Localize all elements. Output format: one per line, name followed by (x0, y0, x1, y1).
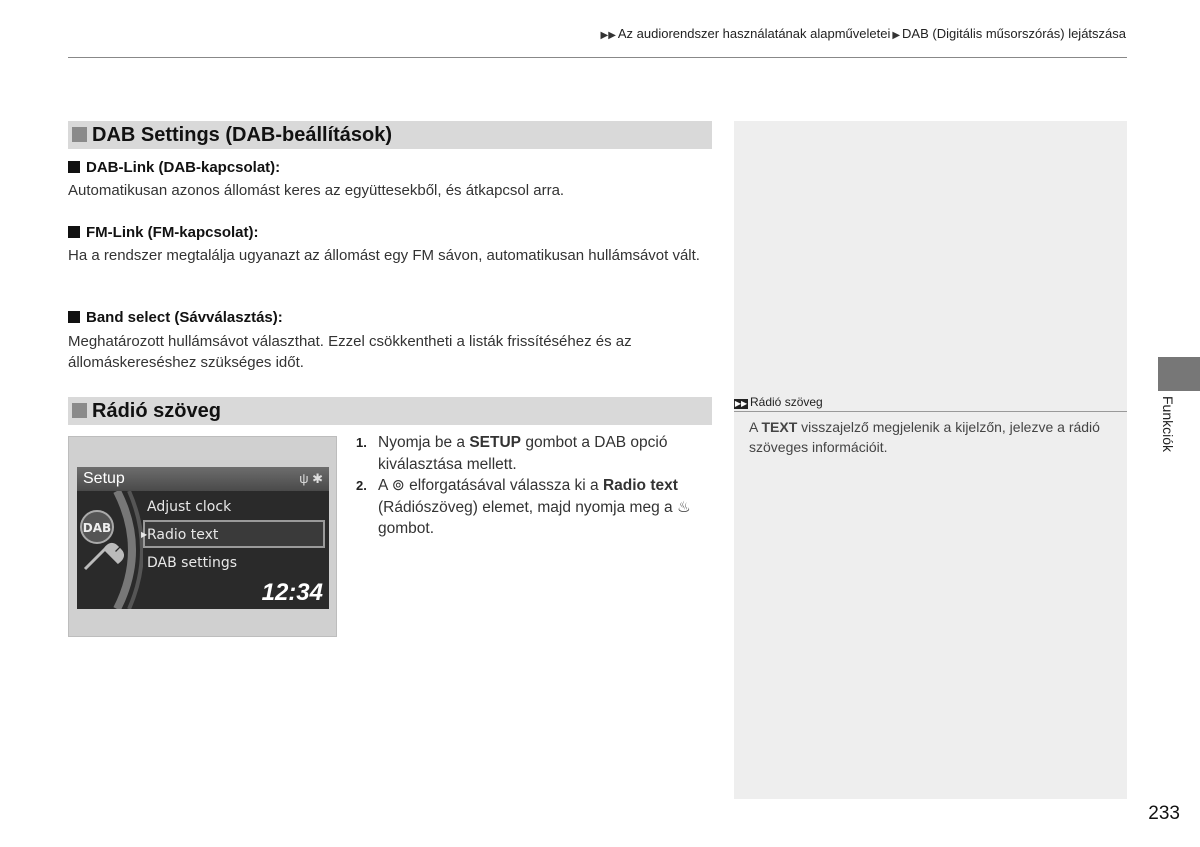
square-icon (72, 127, 87, 142)
subheading-text: DAB-Link (DAB-kapcsolat): (86, 159, 281, 176)
note-heading-text: Rádió szöveg (750, 395, 823, 409)
subheading-text: Band select (Sávválasztás): (86, 309, 283, 326)
subheading-fm-link (68, 224, 259, 241)
double-triangle-icon: ▶▶ (600, 30, 616, 41)
paragraph-band-select: Meghatározott hullámsávot választhat. Ezzel csökkentheti a listák frissítéséhez és az állomáskereséshez szükséges időt. (68, 333, 632, 371)
step-text: gombot. (378, 520, 435, 537)
page-number: 233 (1148, 803, 1180, 824)
black-square-icon (68, 161, 80, 173)
menu-item-label: Radio text (147, 527, 219, 543)
triangle-icon: ▶ (892, 30, 901, 41)
section-heading-radio-text (68, 397, 712, 425)
step-text: Nyomja be a (378, 434, 470, 451)
section-title: DAB Settings (DAB-beállítások) (92, 124, 393, 146)
menu-item-dab-settings: DAB settings (147, 555, 237, 571)
menu-item-radio-text (141, 527, 219, 543)
usb-bluetooth-icon: ψ ✱ (299, 471, 323, 486)
screen-title-text: Setup (83, 470, 125, 487)
section-heading-dab-settings (68, 121, 712, 149)
step-2 (356, 475, 716, 540)
step-1 (356, 432, 716, 475)
clock-display: 12:34 (261, 579, 323, 606)
note-text: A (749, 419, 762, 435)
display-screen (77, 467, 329, 609)
dab-wrench-logo-icon (77, 491, 143, 609)
chapter-tab-text: Funkciók (1160, 396, 1176, 453)
push-knob-icon: ♨ (676, 498, 691, 516)
screen-title (77, 467, 329, 491)
note-bold: TEXT (761, 419, 798, 435)
header-rule (68, 57, 1127, 58)
note-heading (734, 395, 1127, 412)
note-arrows-icon: ▶▶ (734, 399, 748, 408)
step-bold: SETUP (469, 434, 522, 451)
step-number: 2. (356, 478, 367, 493)
step-text: (Rádiószöveg) elemet, majd nyomja meg a (378, 498, 677, 516)
subheading-dab-link (68, 159, 280, 176)
chapter-tab (1158, 357, 1200, 391)
breadcrumb-part1: Az audiorendszer használatának alapműveletei (617, 26, 891, 41)
section-title: Rádió szöveg (92, 400, 221, 422)
chapter-tab-label (1160, 396, 1182, 460)
selected-arrow-icon: ▶ (141, 530, 148, 539)
note-body (749, 417, 1119, 457)
black-square-icon (68, 226, 80, 238)
step-text: gombot a DAB opció kiválasztása mellett. (378, 434, 668, 473)
paragraph-fm-link: Ha a rendszer megtalálja ugyanazt az állomást egy FM sávon, automatikusan hullámsávot vált. (68, 247, 700, 264)
breadcrumb-part2: DAB (Digitális műsorszórás) lejátszása (902, 26, 1126, 41)
note-text: visszajelző megjelenik a kijelzőn, jelezve a rádió szöveges információit. (749, 419, 1100, 455)
sidebar-panel (734, 121, 1127, 799)
knob-icon: ⊚ (391, 477, 405, 494)
breadcrumb (599, 26, 1127, 41)
steps-list (356, 432, 716, 540)
dab-logo-text: DAB (82, 521, 112, 535)
paragraph-dab-link: Automatikusan azonos állomást keres az együttesekből, és átkapcsol arra. (68, 182, 565, 199)
subheading-text: FM-Link (FM-kapcsolat): (86, 224, 259, 241)
menu-item-adjust-clock: Adjust clock (147, 499, 232, 515)
square-icon (72, 403, 87, 418)
black-square-icon (68, 311, 80, 323)
step-text: A (378, 477, 392, 494)
step-number: 1. (356, 435, 367, 450)
step-bold: Radio text (602, 477, 678, 494)
step-text: elforgatásával válassza ki a (404, 477, 603, 494)
subheading-band-select (68, 309, 283, 326)
screen-illustration (68, 436, 337, 637)
